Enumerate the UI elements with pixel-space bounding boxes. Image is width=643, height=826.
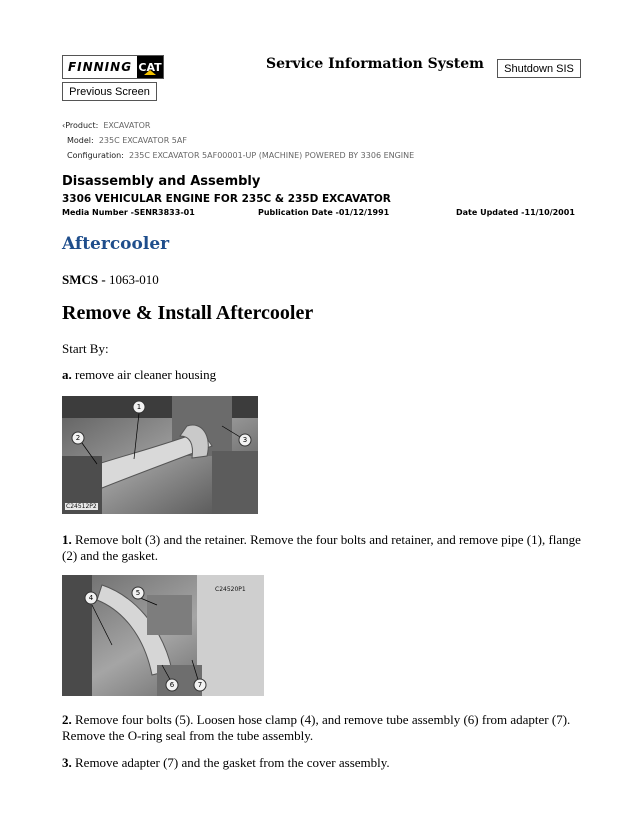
figure-2-callout-5: 5 bbox=[135, 589, 141, 597]
media-number: Media Number -SENR3833-01 bbox=[62, 208, 195, 217]
configuration-label: Configuration: bbox=[67, 151, 124, 160]
step-1 bbox=[62, 532, 582, 564]
section-title: Aftercooler bbox=[62, 234, 170, 254]
step-2 bbox=[62, 712, 582, 744]
figure-1-code: C24512P2 bbox=[66, 503, 97, 510]
finning-logo-text: FINNING bbox=[67, 60, 133, 74]
shutdown-sis-button[interactable]: Shutdown SIS bbox=[497, 59, 581, 78]
model-line bbox=[67, 136, 187, 145]
figure-1-callout-2: 2 bbox=[75, 434, 81, 442]
publication-date: Publication Date -01/12/1991 bbox=[258, 208, 390, 217]
cat-logo-icon: CAT bbox=[137, 56, 163, 78]
smcs-code bbox=[62, 272, 159, 288]
step-a-text: remove air cleaner housing bbox=[75, 367, 217, 382]
back-arrow-icon[interactable]: ‹ bbox=[62, 121, 66, 130]
figure-2-code: C24520P1 bbox=[215, 586, 246, 593]
page-title: Service Information System bbox=[266, 56, 484, 72]
step-1-text: Remove bolt (3) and the retainer. Remove the four bolts and retainer, and remove pipe (1), flange (2) and the gasket. bbox=[62, 532, 581, 563]
smcs-value: 1063-010 bbox=[108, 272, 159, 287]
figure-1-callout-3: 3 bbox=[242, 436, 248, 444]
product-line bbox=[62, 121, 150, 130]
document-subtitle: 3306 VEHICULAR ENGINE FOR 235C & 235D EXCAVATOR bbox=[62, 193, 391, 205]
product-value: EXCAVATOR bbox=[103, 121, 151, 130]
figure-1-illustration bbox=[62, 396, 258, 514]
figure-2-callout-6: 6 bbox=[169, 681, 175, 689]
figure-2-callout-4: 4 bbox=[88, 594, 94, 602]
figure-2-photo bbox=[62, 575, 264, 696]
step-a bbox=[62, 367, 582, 383]
step-3 bbox=[62, 755, 582, 771]
figure-2-callout-7: 7 bbox=[197, 681, 203, 689]
procedure-title: Remove & Install Aftercooler bbox=[62, 302, 314, 324]
step-3-text: Remove adapter (7) and the gasket from the cover assembly. bbox=[75, 755, 390, 770]
smcs-label: SMCS - bbox=[62, 272, 106, 287]
figure-2-illustration bbox=[62, 575, 264, 696]
figure-1-photo bbox=[62, 396, 258, 514]
previous-screen-button[interactable]: Previous Screen bbox=[62, 82, 157, 101]
configuration-value: 235C EXCAVATOR 5AF00001-UP (MACHINE) POWERED BY 3306 ENGINE bbox=[129, 151, 415, 160]
figure-1-callout-1: 1 bbox=[136, 403, 142, 411]
date-updated: Date Updated -11/10/2001 bbox=[456, 208, 575, 217]
configuration-line bbox=[67, 151, 414, 160]
step-a-label: a. bbox=[62, 367, 72, 382]
product-label: Product: bbox=[65, 121, 99, 130]
model-label: Model: bbox=[67, 136, 94, 145]
step-3-label: 3. bbox=[62, 755, 72, 770]
start-by-label: Start By: bbox=[62, 341, 109, 356]
model-value: 235C EXCAVATOR 5AF bbox=[98, 136, 187, 145]
step-2-text: Remove four bolts (5). Loosen hose clamp (4), and remove tube assembly (6) from adapter (7). Remove the O-ring seal from the tube assembly. bbox=[62, 712, 571, 743]
document-title: Disassembly and Assembly bbox=[62, 174, 261, 189]
finning-cat-logo bbox=[62, 55, 164, 79]
step-2-label: 2. bbox=[62, 712, 72, 727]
step-1-label: 1. bbox=[62, 532, 72, 547]
